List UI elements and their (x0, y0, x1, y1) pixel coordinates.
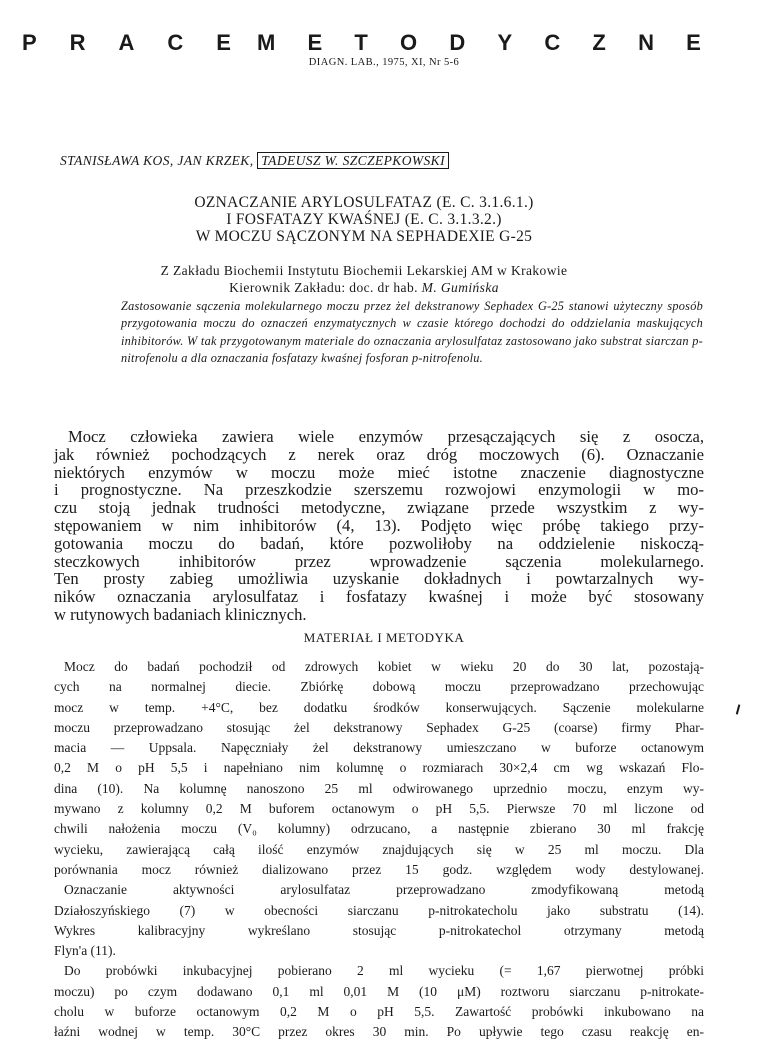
body-line: Mocz człowieka zawiera wiele enzymów przesączających się z osocza, (68, 427, 704, 446)
body-line: dina (10). Na kolumnę nanoszono 25 ml odwirowanego uprzednio moczu, enzym wy- (54, 780, 704, 796)
body-line: wycieku, zawierającą całą ilość enzymów znajdujących się w 25 ml moczu. Dla (54, 841, 704, 857)
title-line: W MOCZU SĄCZONYM NA SEPHADEXIE G-25 (195, 228, 533, 245)
series-letter: N (638, 30, 656, 55)
body-line: gotowania moczu do badań, które pozwoliłoby na oddzielenie niskoczą- (54, 533, 704, 553)
series-word-2 (257, 30, 702, 56)
series-letter: Y (497, 30, 514, 55)
title-line: OZNACZANIE ARYLOSULFATAZ (E. C. 3.1.6.1.) (194, 194, 534, 211)
authors-first: STANISŁAWA KOS, JAN KRZEK, (60, 153, 254, 168)
affiliation-head-name: M. Gumińska (421, 280, 499, 295)
body-line: jak również pochodzących z nerek oraz dróg moczowych (6). Oznaczanie (54, 444, 704, 464)
title-line: I FOSFATAZY KWAŚNEJ (E. C. 3.1.3.2.) (226, 211, 502, 228)
affiliation-line-2 (0, 279, 728, 296)
series-letter: A (118, 30, 136, 55)
body-line: porównania mocz również dializowano przez 15 godz. względem wody destylowanej. (54, 861, 704, 877)
affiliation-line-1: Z Zakładu Biochemii Instytutu Biochemii Lekarskiej AM w Krakowie (160, 263, 568, 278)
series-letter: E (307, 30, 324, 55)
journal-series-header (22, 30, 702, 56)
body-line: mocz w temp. +4°C, bez dodatku środków konserwujących. Sączenie molekularne (54, 699, 704, 715)
series-letter: P (22, 30, 38, 55)
introduction (54, 428, 704, 624)
series-letter: O (400, 30, 419, 55)
journal-citation: DIAGN. LAB., 1975, XI, Nr 5-6 (308, 57, 460, 68)
body-line: Mocz do badań pochodził od zdrowych kobiet w wieku 20 do 30 lat, pozostają- (64, 659, 704, 674)
body-line: macia — Uppsala. Napęczniały żel dekstranowy umieszczano w buforze octanowym (54, 740, 704, 756)
body-line: czu stoją jednak trudności metodyczne, związane przede wszystkim z wy- (54, 498, 704, 518)
series-letter: M (257, 30, 277, 55)
body-line: moczu) po czym dodawano 0,1 ml 0,01 M (10 μM) roztworu siarczanu p-nitrokate- (54, 983, 704, 999)
margin-mark (736, 704, 744, 715)
body-line: i prognostyczne. Na przeszkodzie szerszemu rozwojowi enzymologii w mo- (54, 480, 704, 500)
body-line: mywano z kolumny 0,2 M buforem octanowym o pH 5,5. Pierwsze 70 ml liczone od (54, 801, 704, 817)
series-letter: C (167, 30, 185, 55)
authors-line (60, 153, 449, 169)
series-letter: E (216, 30, 232, 55)
author-boxed: TADEUSZ W. SZCZEPKOWSKI (257, 152, 449, 169)
abstract: Zastosowanie sączenia molekularnego moczu przez żel dekstranowy Sephadex G-25 stanowi użyteczny sposób przygotowania moczu do oznaczeń enzymatycznych w czasie którego dochodzi do oddzielania maskujących inhibitorów. W tak przygotowanym materiale do oznaczania arylosulfataz zastosowano jako substrat siarczan p-nitrofenolu a dla oznaczania fosfatazy kwaśnej fosforan p-nitrofenolu. (121, 299, 703, 365)
series-letter: R (69, 30, 87, 55)
body-line: łaźni wodnej w temp. 30°C przez okres 30 min. Po upływie tego czasu reakcję en- (54, 1024, 704, 1040)
body-line: Wykres kalibracyjny wykreślano stosując p-nitrokatechol otrzymany metodą (54, 922, 704, 938)
body-line: cych na normalnej diecie. Zbiórkę dobową moczu przeprowadzano przechowując (54, 679, 704, 695)
series-letter: C (544, 30, 562, 55)
section-heading: MATERIAŁ I METODYKA (303, 630, 465, 645)
affiliation-head: Kierownik Zakładu: doc. dr hab. (229, 280, 418, 295)
body-line: chwili nałożenia moczu (V₀ kolumny) odrzucano, a następnie zbierano 30 ml frakcję (54, 821, 704, 837)
series-letter: Z (592, 30, 607, 55)
body-line: cholu w buforze octanowym 0,2 M o pH 5,5. Zawartość probówki inkubowano na (54, 1004, 704, 1020)
body-line: ników oznaczania arylosulfataz i fosfatazy kwaśnej i może być stosowany (54, 587, 704, 607)
series-letter: D (449, 30, 467, 55)
series-letter: E (686, 30, 702, 55)
affiliation (0, 262, 728, 296)
body-line: w rutynowych badaniach klinicznych. (54, 604, 307, 624)
series-letter: T (354, 30, 369, 55)
body-line: 0,2 M o pH 5,5 i napełniano nim kolumnę o rozmiarach 30×2,4 cm wg wskazań Flo- (54, 760, 704, 776)
body-line: Flyn'a (11). (54, 943, 116, 959)
body-line: Oznaczanie aktywności arylosulfataz przeprowadzano zmodyfikowaną metodą (64, 882, 704, 898)
article-title (0, 194, 728, 245)
methods-section (54, 657, 704, 1043)
body-line: Do probówki inkubacyjnej pobierano 2 ml wycieku (= 1,67 pierwotnej próbki (64, 963, 704, 979)
body-line: niektórych enzymów w moczu może mieć istotne znaczenie diagnostyczne (54, 462, 704, 482)
body-line: moczu przeprowadzano stosując żel dekstranowy Sephadex G-25 (coarse) firmy Phar- (54, 719, 704, 735)
body-line: Ten prosty zabieg umożliwia uzyskanie dokładnych i powtarzalnych wy- (54, 569, 704, 589)
body-line: steczkowych inhibitorów przez wprowadzenie sączenia molekularnego. (54, 551, 704, 571)
body-line: Działoszyńskiego (7) w obecności siarczanu p-nitrokatecholu jako substratu (14). (54, 902, 704, 918)
series-word-1 (22, 30, 232, 56)
body-line: stępowaniem w nim inhibitorów (4, 13). Podjęto więc próbę takiego przy- (54, 515, 704, 535)
